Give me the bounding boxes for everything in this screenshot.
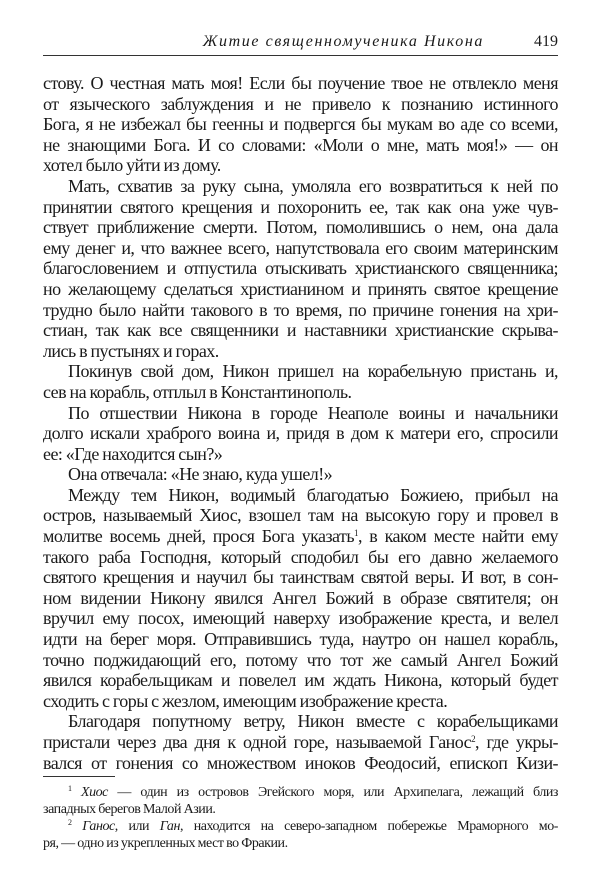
main-text bbox=[43, 73, 558, 773]
text-line: но желающему сделаться христианином и принять святое крещение bbox=[43, 278, 558, 299]
text-line: хотел было уйти из дому. bbox=[43, 155, 221, 176]
text-line: Покинув свой дом, Никон пришел на корабельную пристань и, bbox=[68, 361, 558, 382]
text-line: ему денег и, что важнее всего, напутствовала его своим материнским bbox=[43, 237, 558, 258]
footnote-line bbox=[43, 818, 558, 835]
footnote-term: Ганос bbox=[82, 819, 115, 835]
footnote-line bbox=[43, 784, 558, 801]
paragraph bbox=[43, 176, 558, 361]
paragraph bbox=[43, 403, 558, 465]
text-line: явился корабельщикам и повелел им ждать Никона, который будет bbox=[43, 670, 558, 691]
footnote-text: , или bbox=[114, 819, 160, 835]
text-line: от языческого заблуждения и не привело к познанию истинного bbox=[43, 93, 558, 114]
text-segment: , где укры- bbox=[475, 732, 558, 752]
text-line: сходить с горы с жезлом, имеющим изображение креста. bbox=[43, 690, 448, 711]
paragraph bbox=[43, 73, 558, 176]
text-line: сев на корабль, отплыл в Константинополь. bbox=[43, 381, 352, 402]
footnote bbox=[43, 818, 558, 852]
text-segment: пристали через два дня к одной горе, называемой Ганос bbox=[43, 732, 472, 752]
text-line: стиан, так как все священники и наставники христианские скрыва- bbox=[43, 320, 558, 341]
paragraph bbox=[43, 485, 558, 712]
text-line: Благодаря попутному ветру, Никон вместе с корабельщиками bbox=[68, 711, 558, 732]
footnote-term: Хиос bbox=[80, 785, 108, 801]
text-line: долго искали храброго воина и, придя в дом к матери его, спросили bbox=[43, 423, 558, 444]
paragraph bbox=[43, 464, 558, 485]
footnote-text: , находится на северо-западном побережье Мраморного мо- bbox=[179, 819, 558, 835]
footnotes bbox=[43, 784, 558, 852]
text-line: принятии святого крещения и похоронить ее, так как она уже чув- bbox=[43, 196, 558, 217]
footnote-mark: 2 bbox=[68, 818, 72, 828]
footnote-text: ря, — одно из укрепленных мест во Фракии. bbox=[43, 836, 288, 852]
footnote-line bbox=[43, 801, 558, 818]
text-line: такого раба Господня, который сподобил бы его давно желаемого bbox=[43, 546, 558, 567]
footnote-text: — один из островов Эгейского моря, или Архипелага, лежащий близ bbox=[107, 785, 558, 801]
text-line: благословением и отпустила отыскивать христианского священника; bbox=[43, 258, 558, 279]
footnote-text: западных берегов Малой Азии. bbox=[43, 802, 216, 818]
text-line: Бога, я не избежал бы геенны и подвергся бы мукам во аде со всеми, bbox=[43, 114, 558, 135]
text-line: вручил ему посох, имеющий наверху изображение креста, и велел bbox=[43, 608, 558, 629]
footnote-divider bbox=[43, 776, 115, 777]
footnote-reference: 2 bbox=[471, 734, 476, 744]
text-line: Она отвечала: «Не знаю, куда ушел!» bbox=[68, 464, 333, 485]
text-segment: молитве восемь дней, прося Бога указать bbox=[43, 526, 354, 547]
text-line: остров, называемый Хиос, взошел там на высокую гору и провел в bbox=[43, 505, 558, 526]
text-line bbox=[43, 526, 558, 547]
running-title: Житие священномученика Никона bbox=[202, 33, 484, 50]
text-line: По отшествии Никона в городе Неаполе воины и начальники bbox=[68, 402, 558, 423]
text-line: Между тем Никон, водимый благодатью Божиею, прибыл на bbox=[68, 484, 558, 505]
footnote-line bbox=[43, 835, 558, 852]
text-line: ном видении Никону явился Ангел Божий в образе святителя; он bbox=[43, 587, 558, 608]
page-number: 419 bbox=[534, 33, 558, 50]
text-segment: , в каком месте найти ему bbox=[357, 526, 558, 547]
text-line: идти на берег моря. Отправившись туда, наутро он нашел корабль, bbox=[43, 629, 558, 650]
footnote-term: Ган bbox=[159, 819, 180, 835]
paragraph bbox=[43, 361, 558, 402]
text-line: трудно было найти такового в то время, по причине гонения на хри- bbox=[43, 299, 558, 320]
text-line: ее: «Где находится сын?» bbox=[43, 443, 223, 464]
paragraph bbox=[43, 711, 558, 773]
footnote-reference: 1 bbox=[353, 528, 358, 539]
text-line: вался от гонения со множеством иноков Феодосий, епископ Кизи- bbox=[43, 752, 558, 773]
text-line: ствует приближение смерти. Потом, помолившись о нем, она дала bbox=[43, 217, 558, 238]
footnote bbox=[43, 784, 558, 818]
running-header bbox=[43, 33, 558, 56]
text-line: стову. О честная мать моя! Если бы поучение твое не отвлекло меня bbox=[43, 73, 558, 93]
text-line: точно поджидающий его, потому что тот же самый Ангел Божий bbox=[43, 649, 558, 670]
text-line: лись в пустынях и горах. bbox=[43, 340, 219, 361]
page-column bbox=[43, 73, 558, 852]
text-line: не знающими Бога. И со словами: «Моли о мне, мать моя!» — он bbox=[43, 134, 558, 155]
text-line bbox=[43, 732, 558, 753]
text-line: Мать, схватив за руку сына, умоляла его возвратиться к ней по bbox=[68, 175, 558, 196]
text-line: святого крещения и научил бы таинствам святой веры. И вот, в сон- bbox=[43, 567, 558, 588]
footnote-mark: 1 bbox=[68, 784, 72, 794]
